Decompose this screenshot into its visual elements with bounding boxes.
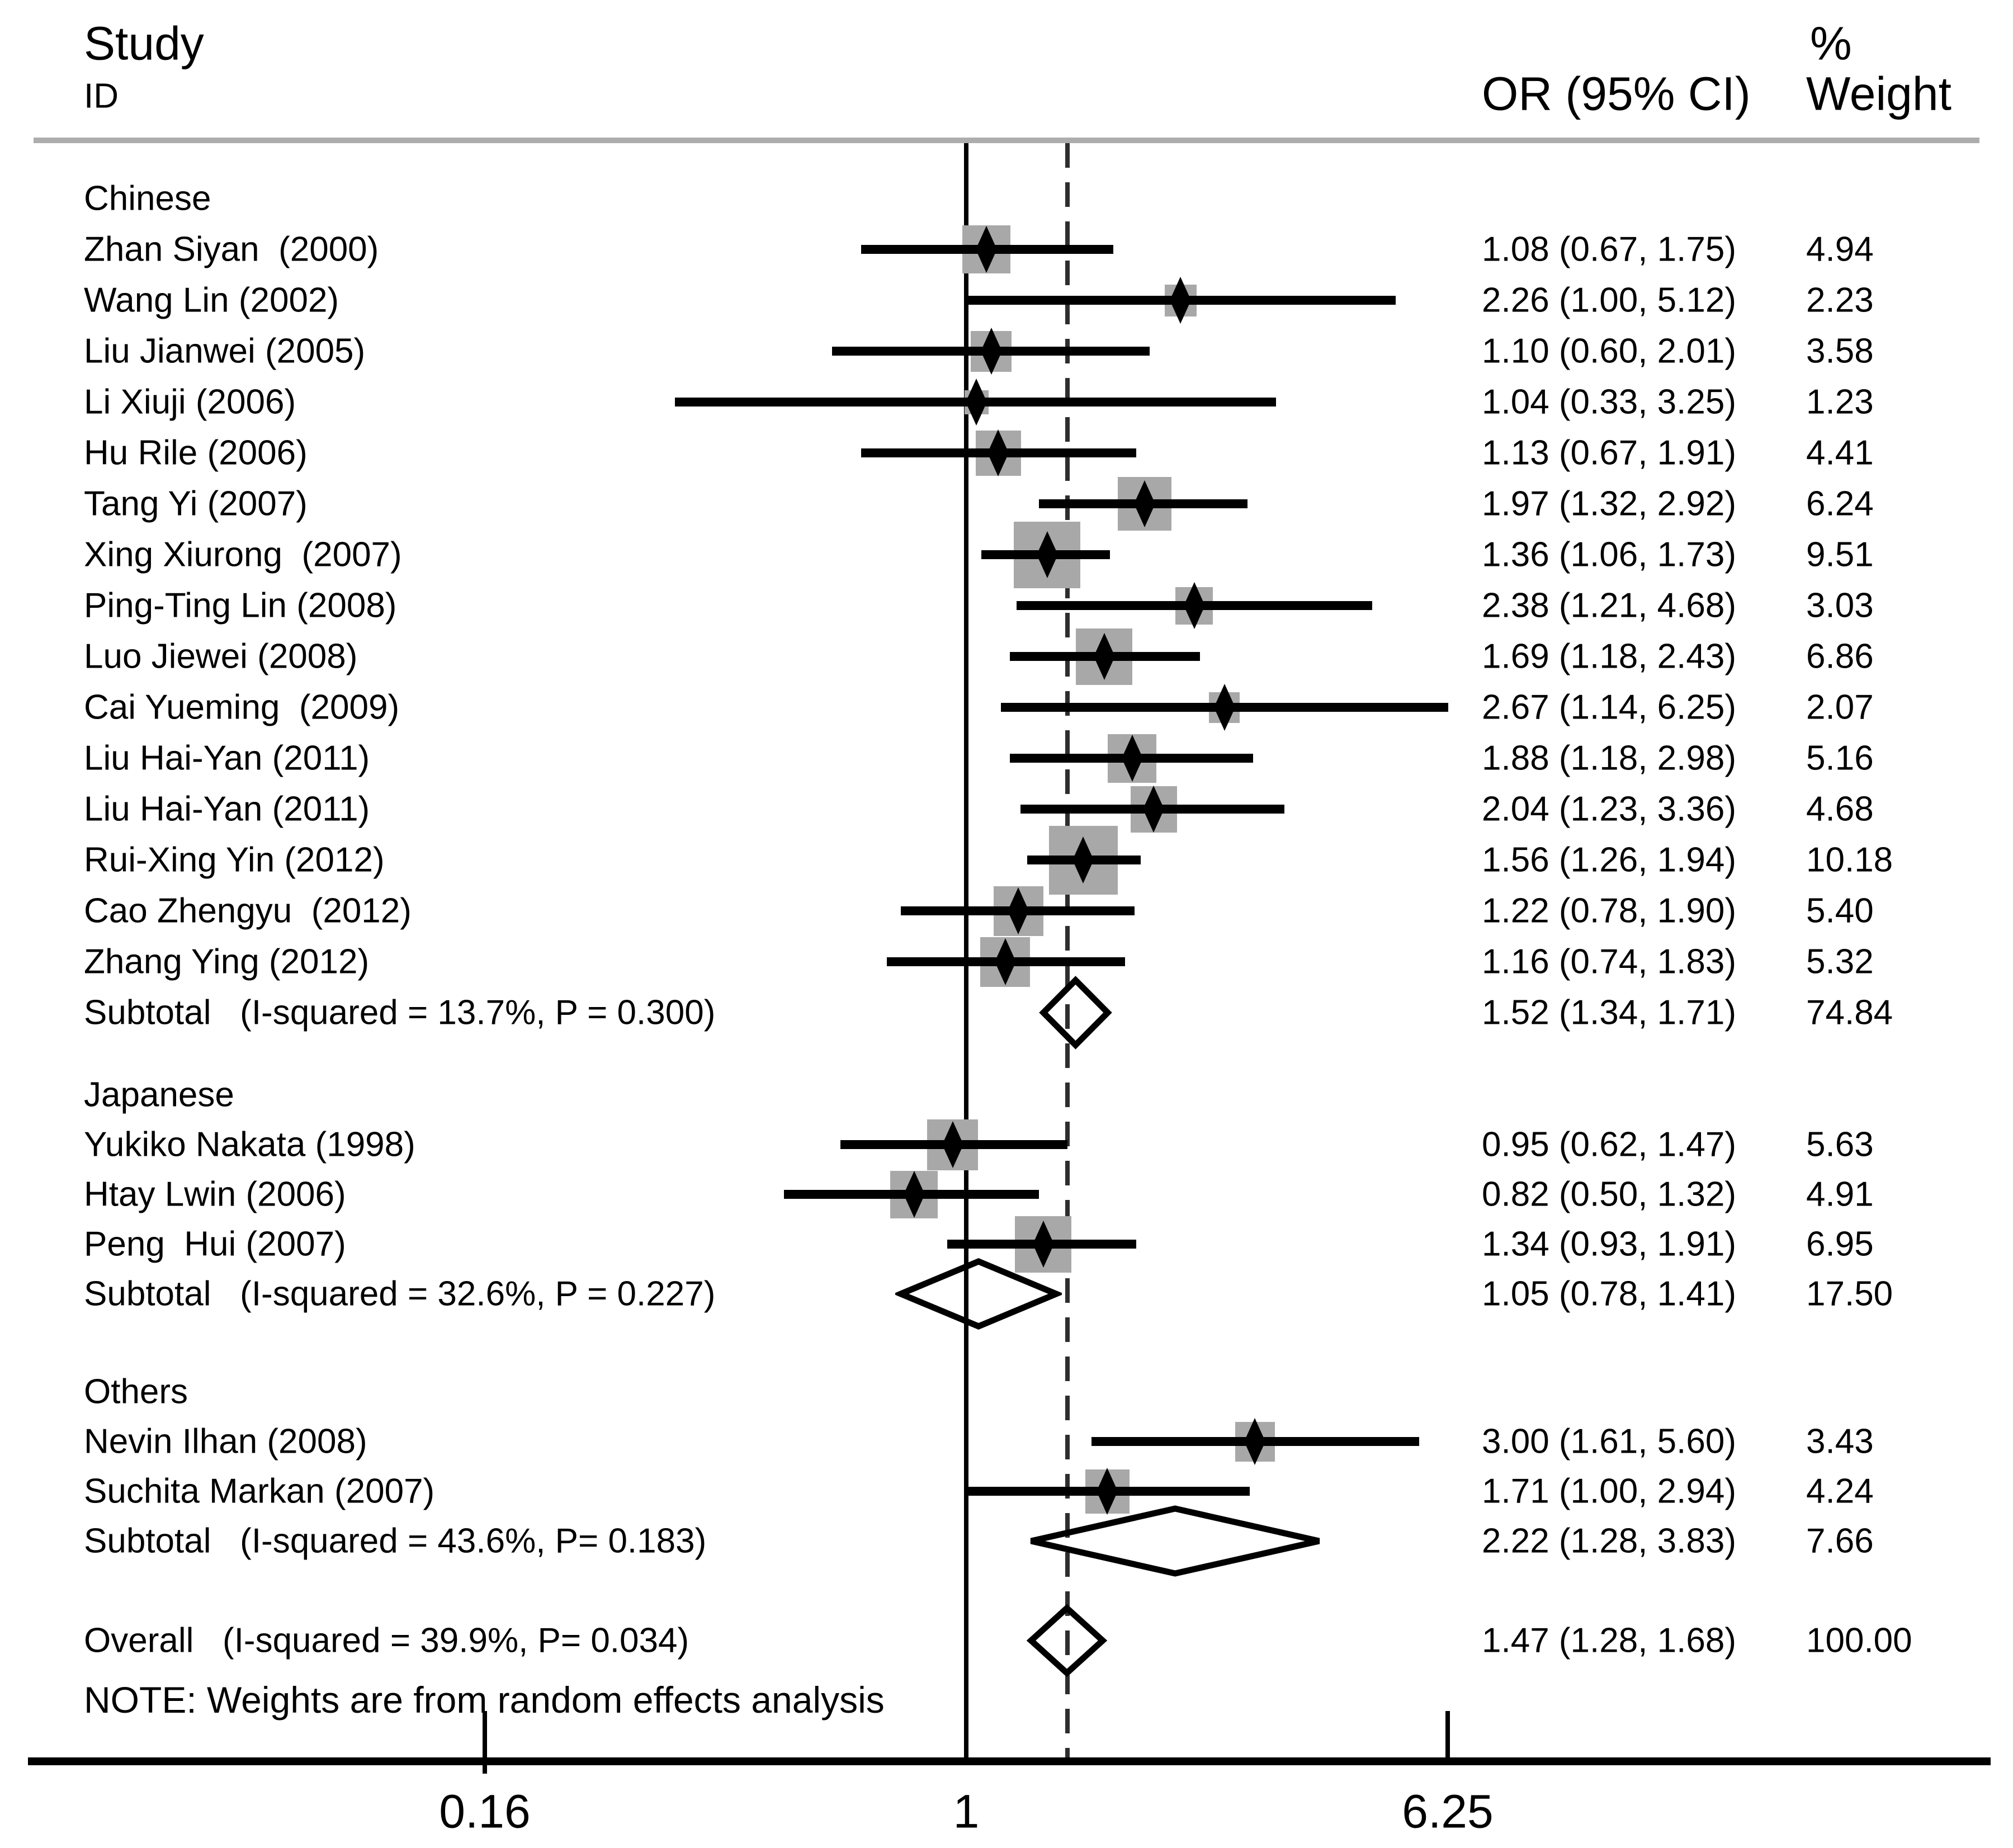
weight-value: 100.00	[1806, 1621, 1912, 1660]
study-label: Wang Lin (2002)	[84, 281, 339, 320]
or-ci-value: 1.34 (0.93, 1.91)	[1482, 1225, 1736, 1264]
or-ci-value: 2.22 (1.28, 3.83)	[1482, 1521, 1736, 1561]
subtotal-diamond-outline	[1043, 980, 1108, 1045]
study-label: Hu Rile (2006)	[84, 433, 308, 472]
group-header: Japanese	[84, 1075, 234, 1114]
col-header-or-ci: OR (95% CI)	[1482, 67, 1751, 120]
or-ci-value: 2.67 (1.14, 6.25)	[1482, 688, 1736, 727]
overall-label: Overall (I-squared = 39.9%, P= 0.034)	[84, 1621, 689, 1660]
weight-value: 4.24	[1806, 1472, 1874, 1511]
or-ci-value: 1.13 (0.67, 1.91)	[1482, 433, 1736, 472]
or-ci-value: 1.04 (0.33, 3.25)	[1482, 382, 1736, 422]
col-header-weight: Weight	[1806, 67, 1951, 120]
or-ci-value: 1.36 (1.06, 1.73)	[1482, 535, 1736, 574]
subtotal-label: Subtotal (I-squared = 43.6%, P= 0.183)	[84, 1521, 707, 1561]
weight-value: 5.16	[1806, 739, 1874, 778]
study-label: Htay Lwin (2006)	[84, 1175, 346, 1214]
weight-value: 3.58	[1806, 332, 1874, 371]
point-estimate-marker	[1170, 277, 1191, 324]
group-header: Others	[84, 1372, 188, 1411]
study-label: Tang Yi (2007)	[84, 484, 308, 523]
or-ci-value: 2.26 (1.00, 5.12)	[1482, 281, 1736, 320]
or-ci-value: 1.08 (0.67, 1.75)	[1482, 230, 1736, 269]
or-ci-value: 1.22 (0.78, 1.90)	[1482, 891, 1736, 930]
overall-diamond-outline	[1031, 1608, 1103, 1673]
study-label: Nevin Ilhan (2008)	[84, 1422, 367, 1461]
point-estimate-marker	[966, 379, 987, 426]
or-ci-value: 3.00 (1.61, 5.60)	[1482, 1422, 1736, 1461]
weight-value: 17.50	[1806, 1274, 1893, 1313]
col-header-id: ID	[84, 77, 119, 116]
study-label: Suchita Markan (2007)	[84, 1472, 435, 1511]
overall-diamond	[1026, 1603, 1108, 1679]
study-label: Yukiko Nakata (1998)	[84, 1125, 415, 1164]
subtotal-diamond	[895, 1256, 1062, 1332]
or-ci-value: 1.97 (1.32, 2.92)	[1482, 484, 1736, 523]
weight-value: 6.24	[1806, 484, 1874, 523]
or-ci-value: 1.69 (1.18, 2.43)	[1482, 637, 1736, 676]
or-ci-value: 1.05 (0.78, 1.41)	[1482, 1274, 1736, 1313]
study-label: Zhan Siyan (2000)	[84, 230, 379, 269]
weight-value: 3.43	[1806, 1422, 1874, 1461]
study-label: Luo Jiewei (2008)	[84, 637, 358, 676]
weight-value: 74.84	[1806, 993, 1893, 1032]
or-ci-value: 1.47 (1.28, 1.68)	[1482, 1621, 1736, 1660]
study-label: Zhang Ying (2012)	[84, 942, 370, 981]
col-header-percent: %	[1810, 17, 1852, 70]
subtotal-diamond-outline	[901, 1261, 1056, 1326]
x-axis	[28, 1757, 1991, 1765]
null-line	[964, 143, 968, 1757]
point-estimate-marker	[1214, 684, 1235, 731]
study-label: Cai Yueming (2009)	[84, 688, 400, 727]
study-label: Xing Xiurong (2007)	[84, 535, 402, 574]
weight-value: 10.18	[1806, 840, 1893, 880]
study-label: Cao Zhengyu (2012)	[84, 891, 412, 930]
weight-value: 5.40	[1806, 891, 1874, 930]
study-label: Liu Hai-Yan (2011)	[84, 739, 370, 778]
axis-tick	[1445, 1711, 1450, 1761]
weight-value: 4.94	[1806, 230, 1874, 269]
or-ci-value: 2.04 (1.23, 3.36)	[1482, 790, 1736, 829]
axis-tick-label: 6.25	[1402, 1785, 1494, 1838]
axis-tick-label: 1	[953, 1785, 980, 1838]
study-label: Liu Hai-Yan (2011)	[84, 790, 370, 829]
subtotal-label: Subtotal (I-squared = 13.7%, P = 0.300)	[84, 993, 716, 1032]
weight-value: 4.41	[1806, 433, 1874, 472]
weight-value: 6.86	[1806, 637, 1874, 676]
weight-value: 7.66	[1806, 1521, 1874, 1561]
study-label: Peng Hui (2007)	[84, 1225, 346, 1264]
group-header: Chinese	[84, 179, 211, 218]
study-label: Li Xiuji (2006)	[84, 382, 296, 422]
or-ci-value: 2.38 (1.21, 4.68)	[1482, 586, 1736, 625]
or-ci-value: 0.95 (0.62, 1.47)	[1482, 1125, 1736, 1164]
col-header-study: Study	[84, 17, 204, 70]
weight-value: 9.51	[1806, 535, 1874, 574]
weight-value: 2.23	[1806, 281, 1874, 320]
weight-value: 4.91	[1806, 1175, 1874, 1214]
weight-value: 2.07	[1806, 688, 1874, 727]
or-ci-value: 1.88 (1.18, 2.98)	[1482, 739, 1736, 778]
subtotal-diamond	[1026, 1503, 1325, 1579]
subtotal-diamond-outline	[1031, 1509, 1319, 1573]
or-ci-value: 1.71 (1.00, 2.94)	[1482, 1472, 1736, 1511]
or-ci-value: 1.56 (1.26, 1.94)	[1482, 840, 1736, 880]
note-text: NOTE: Weights are from random effects analysis	[84, 1679, 885, 1721]
weight-value: 3.03	[1806, 586, 1874, 625]
study-label: Rui-Xing Yin (2012)	[84, 840, 385, 880]
or-ci-value: 1.16 (0.74, 1.83)	[1482, 942, 1736, 981]
weight-value: 5.63	[1806, 1125, 1874, 1164]
axis-tick-label: 0.16	[439, 1785, 531, 1838]
header-separator	[34, 138, 1979, 143]
weight-value: 1.23	[1806, 382, 1874, 422]
or-ci-value: 1.10 (0.60, 2.01)	[1482, 332, 1736, 371]
weight-value: 6.95	[1806, 1225, 1874, 1264]
subtotal-label: Subtotal (I-squared = 32.6%, P = 0.227)	[84, 1274, 716, 1313]
weight-value: 5.32	[1806, 942, 1874, 981]
weight-value: 4.68	[1806, 790, 1874, 829]
or-ci-value: 1.52 (1.34, 1.71)	[1482, 993, 1736, 1032]
or-ci-value: 0.82 (0.50, 1.32)	[1482, 1175, 1736, 1214]
subtotal-diamond	[1038, 975, 1113, 1051]
study-label: Ping-Ting Lin (2008)	[84, 586, 397, 625]
study-label: Liu Jianwei (2005)	[84, 332, 366, 371]
